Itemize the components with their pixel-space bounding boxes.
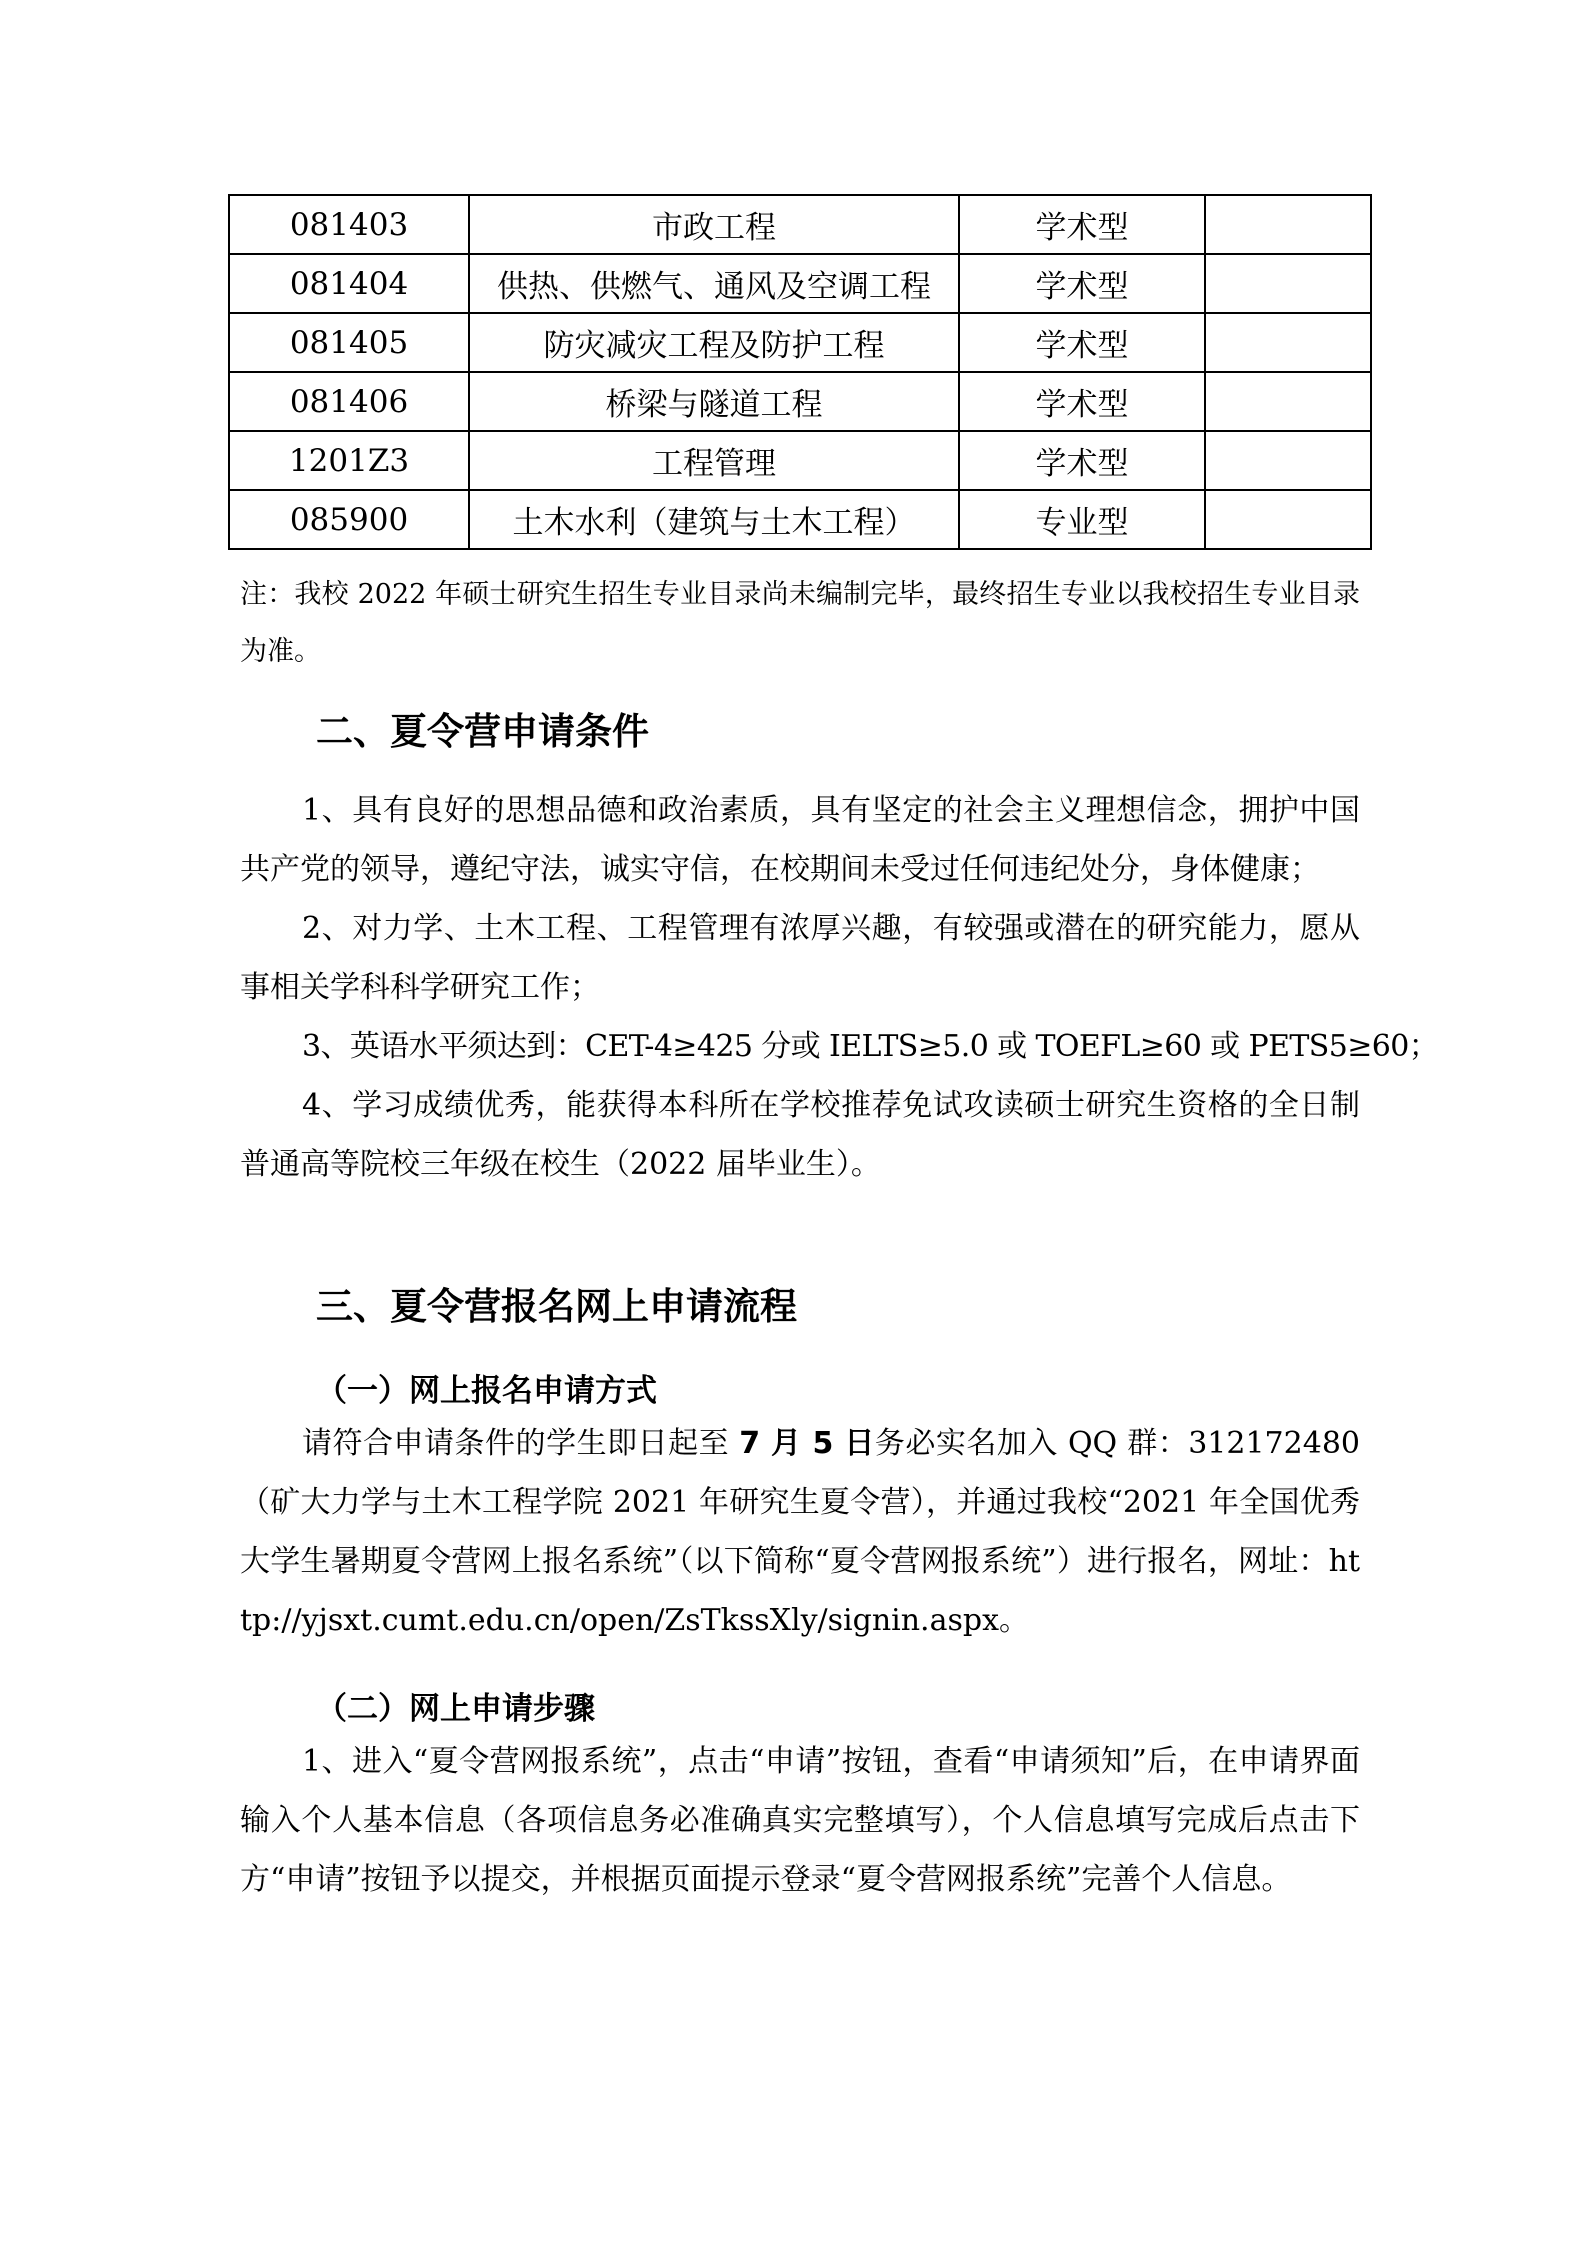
major-name-cell: 土木水利（建筑与土木工程）: [469, 490, 959, 549]
major-name-cell: 桥梁与隧道工程: [469, 372, 959, 431]
major-extra-cell: [1205, 254, 1371, 313]
major-name-cell: 市政工程: [469, 195, 959, 254]
major-code-cell: 081406: [229, 372, 469, 431]
major-extra-cell: [1205, 490, 1371, 549]
table-row: [229, 195, 1371, 254]
major-name-cell: 防灾减灾工程及防护工程: [469, 313, 959, 372]
table-row: [229, 372, 1371, 431]
major-code-cell: 081404: [229, 254, 469, 313]
major-type-cell: 学术型: [959, 195, 1205, 254]
sub2-heading: （二）网上申请步骤: [316, 1691, 595, 1727]
major-code-cell: 1201Z3: [229, 431, 469, 490]
deadline-date: 7 月 5 日: [739, 1426, 875, 1461]
major-extra-cell: [1205, 313, 1371, 372]
major-code-cell: 085900: [229, 490, 469, 549]
major-extra-cell: [1205, 195, 1371, 254]
table-row: [229, 254, 1371, 313]
condition-2: 2、对力学、土木工程、工程管理有浓厚兴趣，有较强或潜在的研究能力，愿从事相关学科科学研究工作；: [240, 911, 1360, 1005]
major-extra-cell: [1205, 372, 1371, 431]
majors-table: [228, 194, 1372, 550]
condition-1: 1、具有良好的思想品德和政治素质，具有坚定的社会主义理想信念，拥护中国共产党的领导，遵纪守法，诚实守信，在校期间未受过任何违纪处分，身体健康；: [240, 793, 1360, 887]
major-name-cell: 工程管理: [469, 431, 959, 490]
major-code-cell: 081405: [229, 313, 469, 372]
table-row: [229, 490, 1371, 549]
sub2-body: [240, 1732, 1360, 1909]
table-row: [229, 431, 1371, 490]
major-name-cell: 供热、供燃气、通风及空调工程: [469, 254, 959, 313]
condition-4: 4、学习成绩优秀，能获得本科所在学校推荐免试攻读硕士研究生资格的全日制普通高等院校三年级在校生（2022 届毕业生）。: [240, 1088, 1360, 1182]
section2-body: [240, 781, 1439, 1194]
major-type-cell: 学术型: [959, 254, 1205, 313]
step-1: 1、进入“夏令营网报系统”，点击“申请”按钮，查看“申请须知”后，在申请界面输入个人基本信息（各项信息务必准确真实完整填写），个人信息填写完成后点击下方“申请”按钮予以提交，并根据页面提示登录“夏令营网报系统”完善个人信息。: [240, 1744, 1360, 1897]
major-extra-cell: [1205, 431, 1371, 490]
section3-heading: 三、夏令营报名网上申请流程: [316, 1285, 797, 1328]
signup-paragraph: [240, 1414, 1360, 1650]
signup-text-before: 请符合申请条件的学生即日起至: [302, 1426, 740, 1461]
major-code-cell: 081403: [229, 195, 469, 254]
major-type-cell: 学术型: [959, 431, 1205, 490]
sub1-body: [240, 1414, 1360, 1650]
major-type-cell: 学术型: [959, 372, 1205, 431]
condition-3: 3、英语水平须达到：CET-4≥425 分或 IELTS≥5.0 或 TOEFL≥60 或 PETS5≥60；: [302, 1029, 1439, 1064]
signup-text-after: 务必实名加入 QQ 群：312172480（矿大力学与土木工程学院 2021 年研究生夏令营），并通过我校“2021 年全国优秀大学生暑期夏令营网上报名系统”（以下简称“夏令营网报系统”）进行报名，网址：http://yjsxt.cumt.edu.cn/open/ZsTkssXly/signin.aspx。: [240, 1426, 1360, 1638]
table-row: [229, 313, 1371, 372]
major-type-cell: 学术型: [959, 313, 1205, 372]
section2-heading: 二、夏令营申请条件: [316, 710, 649, 753]
sub1-heading: （一）网上报名申请方式: [316, 1373, 657, 1409]
table-note: 注：我校 2022 年硕士研究生招生专业目录尚未编制完毕，最终招生专业以我校招生专业目录为准。: [240, 579, 1360, 667]
major-type-cell: 专业型: [959, 490, 1205, 549]
